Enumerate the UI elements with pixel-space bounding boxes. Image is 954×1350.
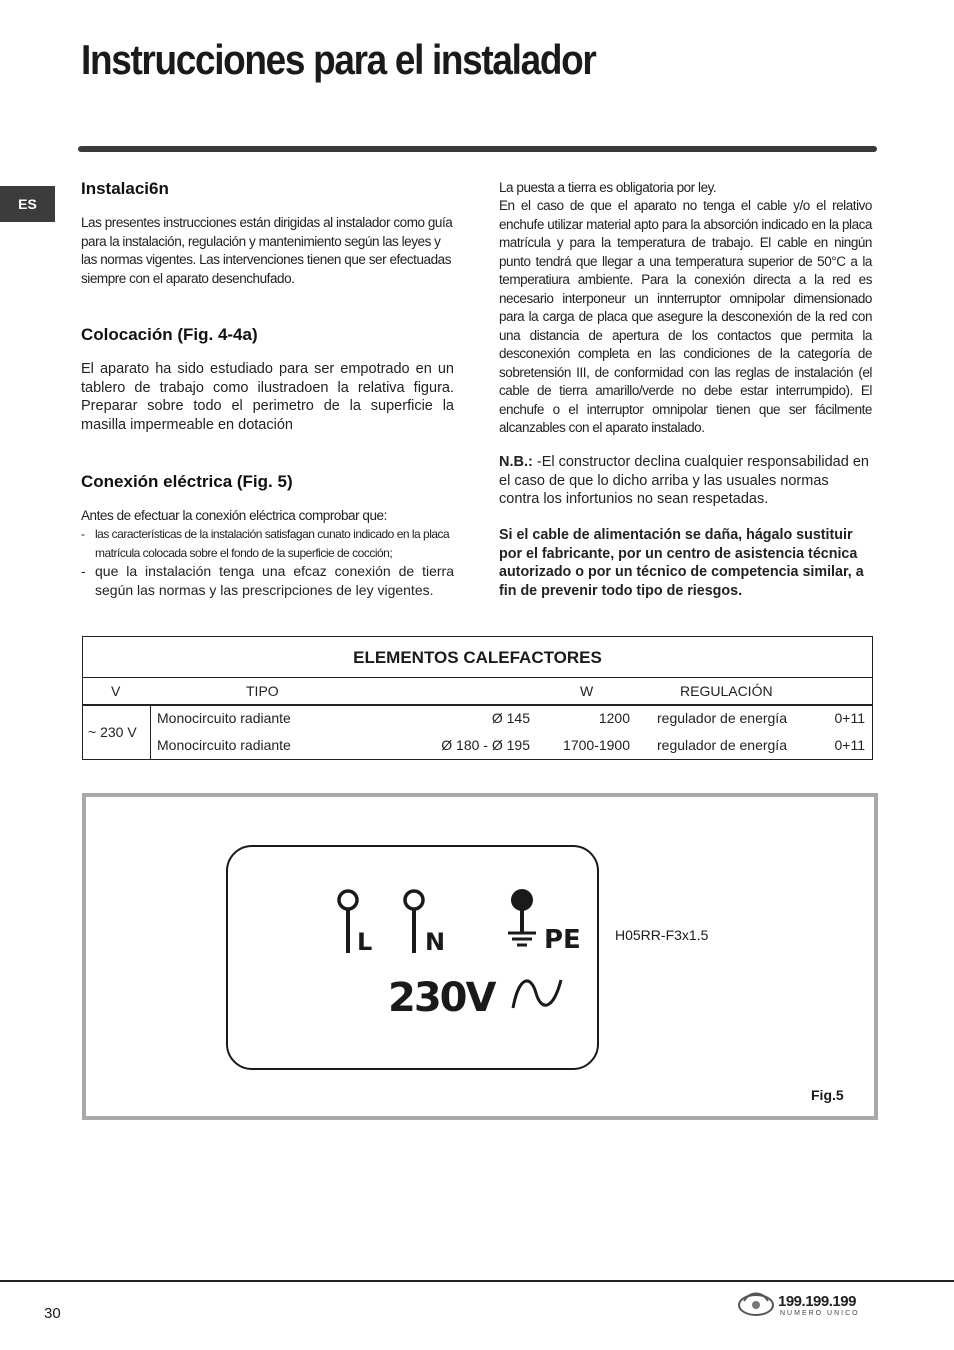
cable-requirements-text: En el caso de que el aparato no tenga el cable y/o el relativo enchufe utilizar material apto para la absorción indicado en la placa matrícula y para la temperatura de trabajo. El cable en ningún punto tendrá que llegar a una temperatura superior de 50°C a la temperatiura ambiente. Para la conexión directa a la red es necesario interponeur un innterruptor omnipolar dimensionado para la carga de placa que asegure la desconexión de la red con una distancia de apertura de los contactos que permita la desconexión completa en las condiciones de la categoría de sobretensión III, de conformidad con las reglas de instalación (el cable de tierra amarillo/verde no debe estar interrumpido). El enchufe o el interruptor omnipolar tienen que ser fácilmente alcanzables con el aparato instalado.	[499, 198, 872, 435]
service-number-logo	[736, 1287, 872, 1321]
electrical-checklist	[81, 525, 454, 599]
phone-icon	[736, 1287, 776, 1319]
table-divider	[150, 705, 151, 759]
terminal-pe-label: PE	[544, 925, 581, 955]
page-title: Instrucciones para el instalador	[81, 36, 596, 83]
ac-sine-icon	[513, 980, 561, 1008]
row-regulation: regulador de energía	[657, 737, 787, 753]
logo-number: 199.199.199	[778, 1293, 856, 1310]
electrical-intro: Antes de efectuar la conexión eléctrica comprobar que:	[81, 508, 387, 523]
grounding-line: La puesta a tierra es obligatoria por ley.	[499, 180, 717, 195]
row-watts: 1200	[598, 710, 630, 726]
ground-icon	[508, 889, 536, 945]
row-range: 0+11	[834, 710, 865, 726]
voltage-label: 230V	[388, 975, 495, 1021]
logo-subtitle: NUMERO UNICO	[780, 1310, 860, 1317]
nb-text: -El constructor declina cualquier responsabilidad en el caso de que lo dicho arriba y las usuales normas contra los infortunios no sean respetadas.	[499, 454, 869, 507]
table-title: ELEMENTOS CALEFACTORES	[353, 648, 602, 667]
section-title-installation: Instalaci6n	[81, 179, 169, 198]
row-tipo: Monocircuito radiante	[157, 737, 291, 753]
header-rule	[78, 146, 877, 152]
row-diameter: Ø 180 - Ø 195	[441, 737, 530, 753]
footer-rule	[0, 1280, 954, 1282]
header-v: V	[111, 683, 121, 699]
row-range: 0+11	[834, 737, 865, 753]
voltage-cell: ~ 230 V	[88, 724, 137, 740]
nb-label: N.B.:	[499, 454, 533, 470]
terminal-n-label: N	[425, 928, 446, 956]
header-tipo: TIPO	[246, 683, 279, 699]
row-tipo: Monocircuito radiante	[157, 710, 291, 726]
checklist-item: - las características de la instalación satisfagan cunato indicado en la placa matrícula colocada sobre el fondo de la superficie de cocción;	[81, 525, 454, 562]
page-number: 30	[44, 1305, 61, 1322]
placement-text: El aparato ha sido estudiado para ser empotrado en un tablero de trabajo como ilustradoen la relativa figura. Preparar sobre todo el perimetro de la superficie la masilla impermeable en dotación	[81, 361, 454, 433]
installation-text: Las presentes instrucciones están dirigidas al instalador como guía para la instalación, regulación y mantenimiento según las leyes y las normas vigentes. Las intervenciones tienen que ser efectuadas siempre con el aparato desenchufado.	[81, 215, 453, 286]
terminal-l-icon	[339, 891, 357, 953]
row-diameter: Ø 145	[491, 710, 530, 726]
cable-damage-warning: Si el cable de alimentación se daña, hágalo sustituir por el fabricante, por un centro de asistencia técnica autorizado o por un técnico de competencia similar, a fin de prevenir todo tipo de riesgos.	[499, 527, 864, 599]
cable-spec: H05RR-F3x1.5	[615, 927, 709, 943]
terminal-n-icon	[405, 891, 423, 953]
terminal-l-label: L	[357, 928, 373, 956]
row-watts: 1700-1900	[563, 737, 630, 753]
nb-paragraph	[499, 453, 872, 509]
language-tab: ES	[0, 186, 55, 222]
figure-label: Fig.5	[811, 1087, 844, 1103]
section-title-placement: Colocación (Fig. 4-4a)	[81, 325, 258, 344]
checklist-item: - que la instalación tenga una efcaz conexión de tierra según las normas y las prescripciones de ley vigentes.	[81, 562, 454, 599]
table-divider	[82, 677, 873, 678]
table-divider	[82, 704, 873, 706]
terminal-diagram	[226, 845, 599, 1070]
section-title-electrical: Conexión eléctrica (Fig. 5)	[81, 472, 293, 491]
header-regulacion: REGULACIÓN	[680, 683, 773, 699]
header-w: W	[580, 683, 594, 699]
row-regulation: regulador de energía	[657, 710, 787, 726]
